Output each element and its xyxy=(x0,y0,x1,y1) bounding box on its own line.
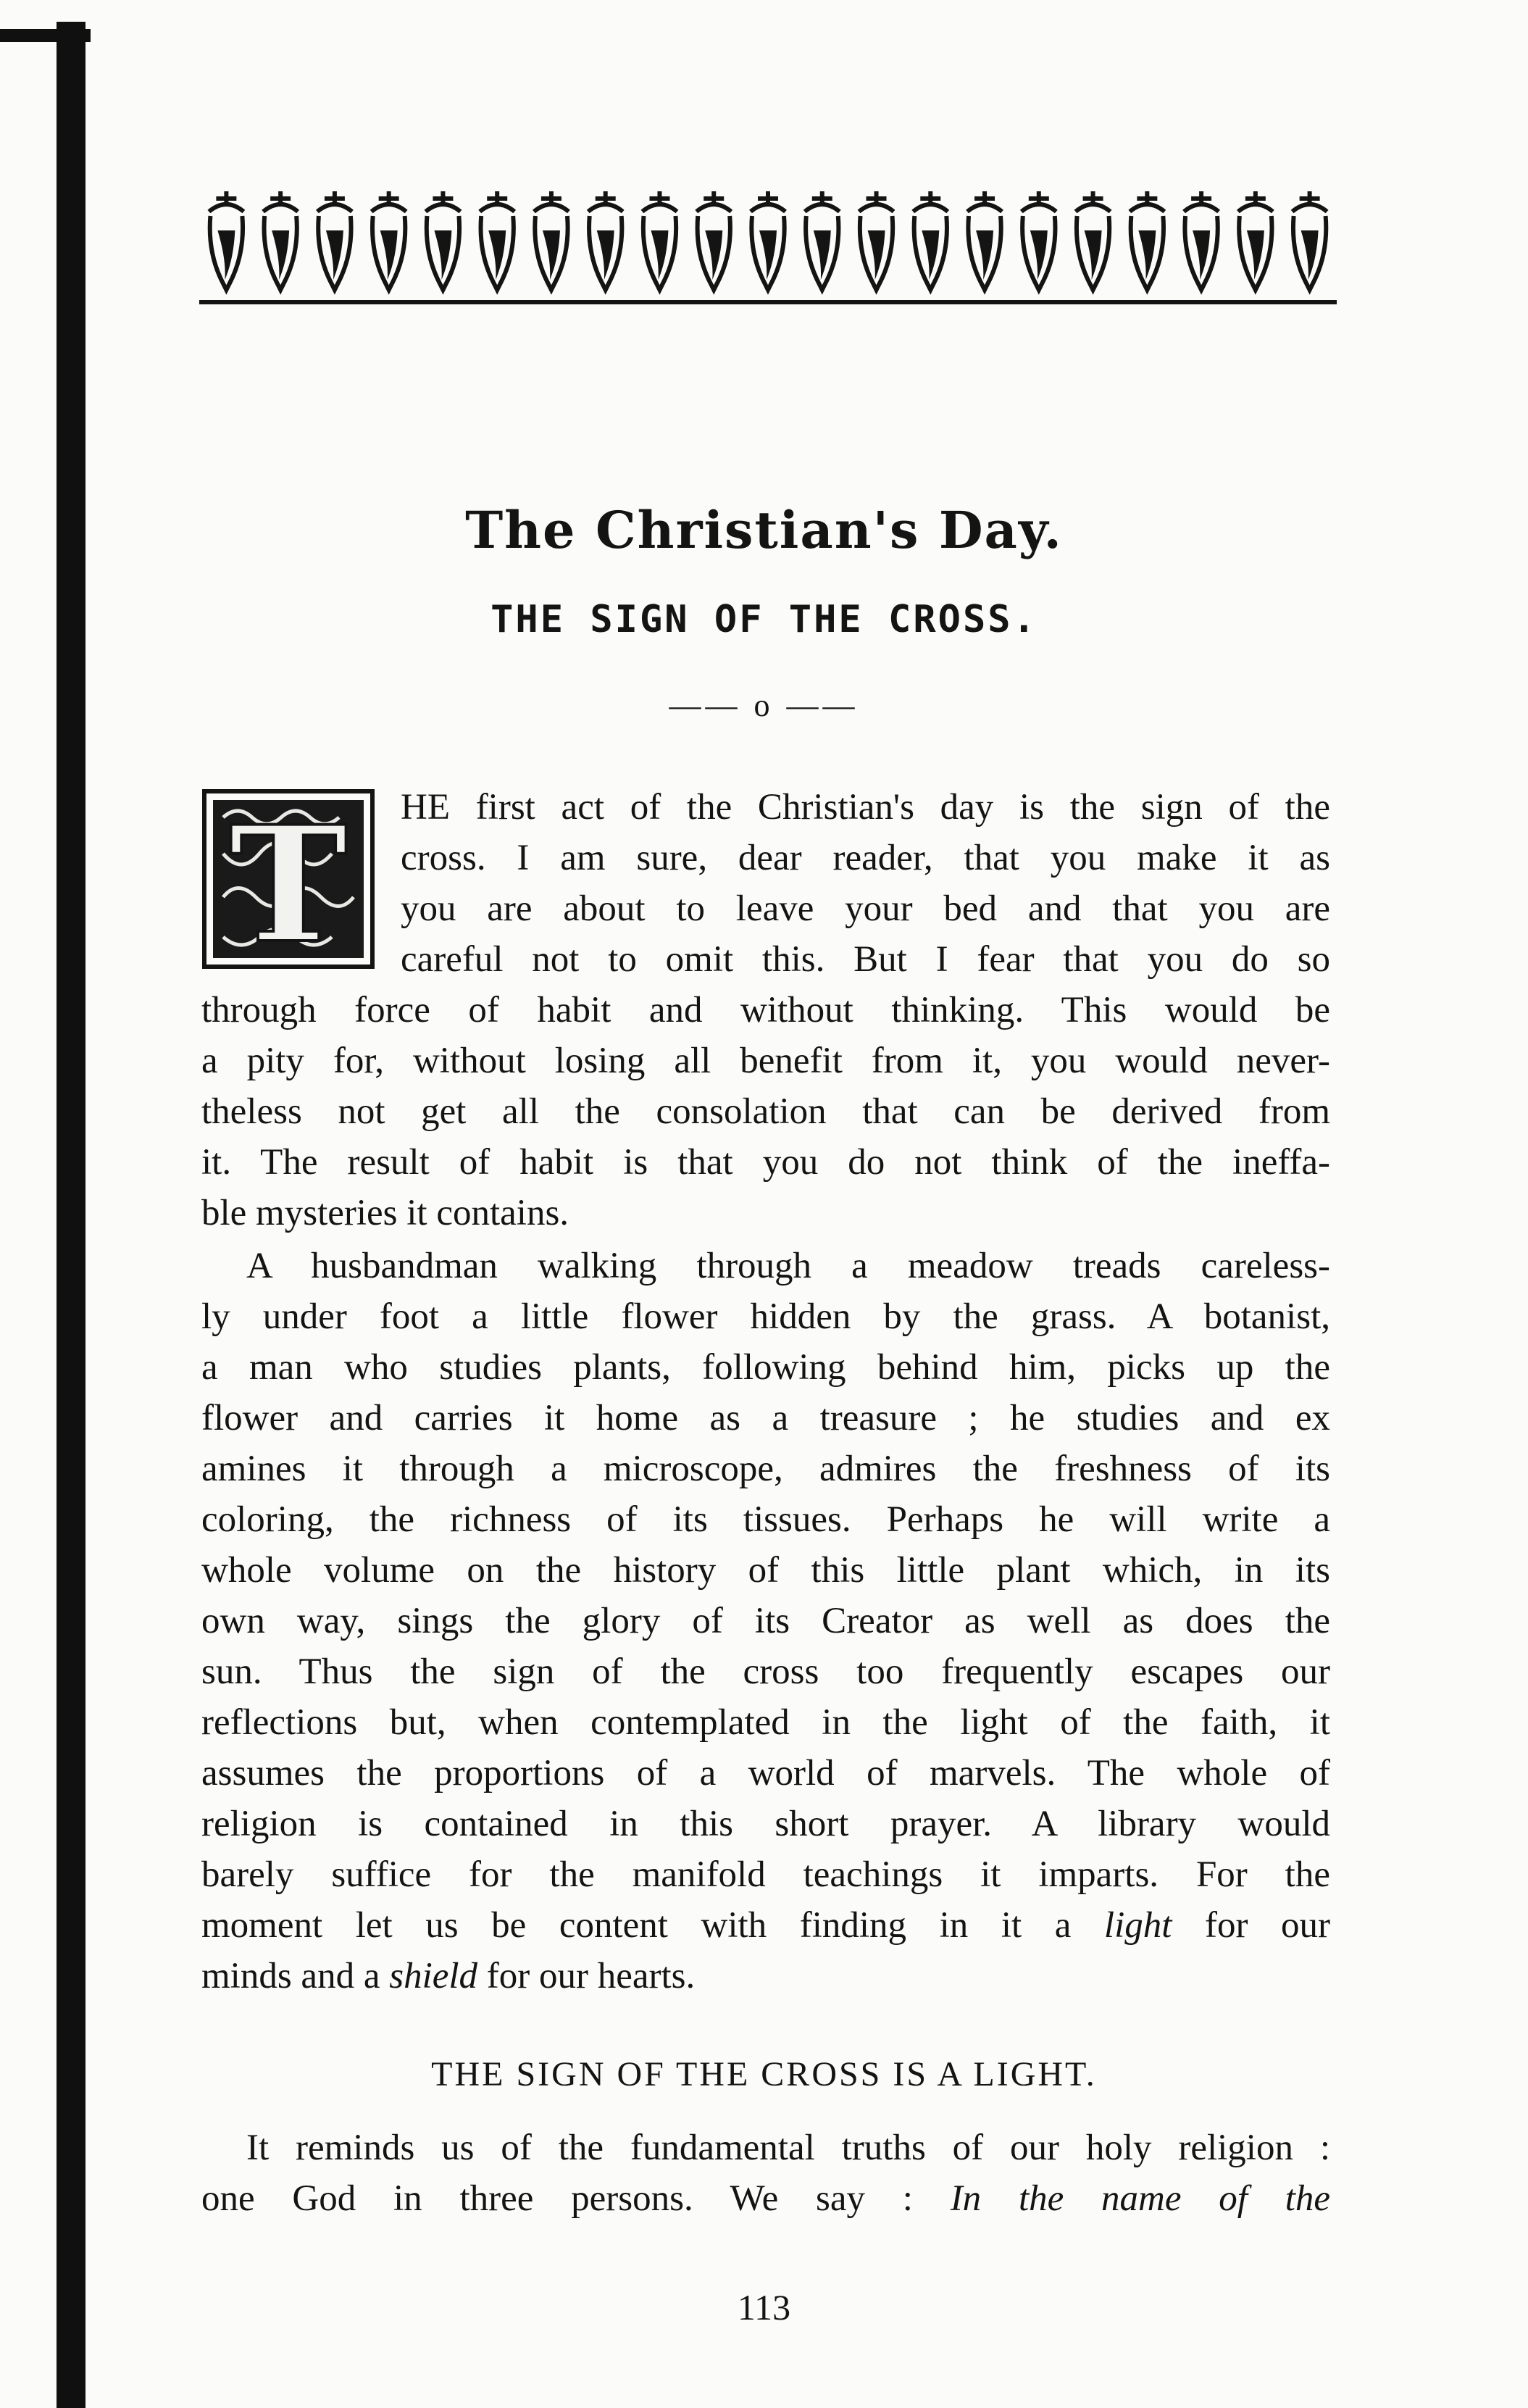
para2-line-9: sun. Thus the sign of the cross too frequently escapes our xyxy=(201,1651,1330,1692)
border-ornament-icon xyxy=(1022,191,1056,290)
para1-line-3: you are about to leave your bed and that you are xyxy=(401,888,1330,929)
emphasis-light: light xyxy=(1103,1905,1172,1946)
para2-line-2: ly under foot a little flower hidden by the grass. A botanist, xyxy=(201,1296,1330,1337)
book-spine-shadow xyxy=(57,22,85,2408)
para2-line-7: whole volume on the history of this little plant which, in its xyxy=(201,1550,1330,1591)
spine-edge-mark xyxy=(0,29,91,42)
para2-line-8: own way, sings the glory of its Creator as well as does the xyxy=(201,1601,1330,1641)
para2-line-14-end: for our xyxy=(1172,1905,1330,1946)
border-ornament-icon xyxy=(1238,191,1273,290)
ornamental-border-row xyxy=(199,187,1337,296)
emphasis-shield: shield xyxy=(389,1956,478,1996)
para2-line-13: barely suffice for the manifold teachings it imparts. For the xyxy=(201,1854,1330,1895)
drop-cap-letter: T xyxy=(229,791,348,970)
border-ornament-icon xyxy=(534,191,569,290)
para1-line-5: through force of habit and without thinking. This would be xyxy=(201,990,1330,1030)
drop-cap-illuminated xyxy=(201,788,375,970)
para2-line-15-text: minds and a xyxy=(201,1956,390,1996)
page-number: 113 xyxy=(737,2287,791,2328)
para2-line-11: assumes the proportions of a world of marvels. The whole of xyxy=(201,1753,1330,1793)
para1-line-4: careful not to omit this. But I fear that you do so xyxy=(401,939,1330,980)
border-ornament-icon xyxy=(425,191,460,290)
border-ornament-icon xyxy=(805,191,840,290)
border-ornament-icon xyxy=(1184,191,1219,290)
para2-line-1: A husbandman walking through a meadow treads careless- xyxy=(246,1246,1330,1286)
para3-line-2 xyxy=(201,2178,1330,2220)
para2-line-4: flower and carries it home as a treasure ; he studies and ex xyxy=(201,1398,1330,1438)
ornamental-border-rule xyxy=(199,300,1337,304)
para2-line-12: religion is contained in this short prayer. A library would xyxy=(201,1804,1330,1844)
para2-line-3: a man who studies plants, following behind him, picks up the xyxy=(201,1347,1330,1388)
border-ornament-icon xyxy=(1130,191,1164,290)
border-ornament-icon xyxy=(317,191,352,290)
para1-line-9: ble mysteries it contains. xyxy=(201,1193,569,1233)
para2-line-15-end: for our hearts. xyxy=(477,1956,696,1996)
emphasis-invocation: In the name of the xyxy=(950,2178,1331,2219)
para1-line-2: cross. I am sure, dear reader, that you make it as xyxy=(401,838,1330,878)
para1-line-7: theless not get all the consolation that can be derived from xyxy=(201,1091,1330,1132)
border-ornament-icon xyxy=(913,191,948,290)
border-ornament-icon xyxy=(751,191,785,290)
para2-line-14-text: moment let us be content with finding in it a xyxy=(201,1905,1104,1946)
para2-line-6: coloring, the richness of its tissues. Perhaps he will write a xyxy=(201,1499,1330,1540)
border-ornament-icon xyxy=(372,191,406,290)
border-ornament-icon xyxy=(588,191,623,290)
border-ornament-icon xyxy=(642,191,677,290)
border-ornament-icon xyxy=(967,191,1002,290)
para2-line-14 xyxy=(201,1904,1330,1946)
para2-line-15 xyxy=(201,1955,1330,1997)
ornament-separator: —— o —— xyxy=(669,688,859,723)
para2-line-5: amines it through a microscope, admires the freshness of its xyxy=(201,1449,1330,1489)
border-ornament-icon xyxy=(480,191,514,290)
para1-line-6: a pity for, without losing all benefit from it, you would never- xyxy=(201,1041,1330,1081)
chapter-subtitle: THE SIGN OF THE CROSS. xyxy=(490,598,1038,641)
para3-line-2-text: one God in three persons. We say : xyxy=(201,2178,951,2219)
para2-line-10: reflections but, when contemplated in the light of the faith, it xyxy=(201,1702,1330,1743)
para3-line-1: It reminds us of the fundamental truths of our holy religion : xyxy=(246,2128,1330,2168)
para1-line-1: HE first act of the Christian's day is the sign of the xyxy=(401,787,1330,828)
section-heading: THE SIGN OF THE CROSS IS A LIGHT. xyxy=(431,2055,1097,2094)
border-ornament-icon xyxy=(859,191,894,290)
para1-line-8: it. The result of habit is that you do not think of the ineffa- xyxy=(201,1142,1330,1183)
border-ornament-icon xyxy=(209,191,243,290)
border-ornament-icon xyxy=(263,191,298,290)
chapter-title: The Christian's Day. xyxy=(465,500,1063,560)
border-ornament-icon xyxy=(696,191,731,290)
border-ornament-icon xyxy=(1293,191,1327,290)
border-ornament-icon xyxy=(1076,191,1111,290)
